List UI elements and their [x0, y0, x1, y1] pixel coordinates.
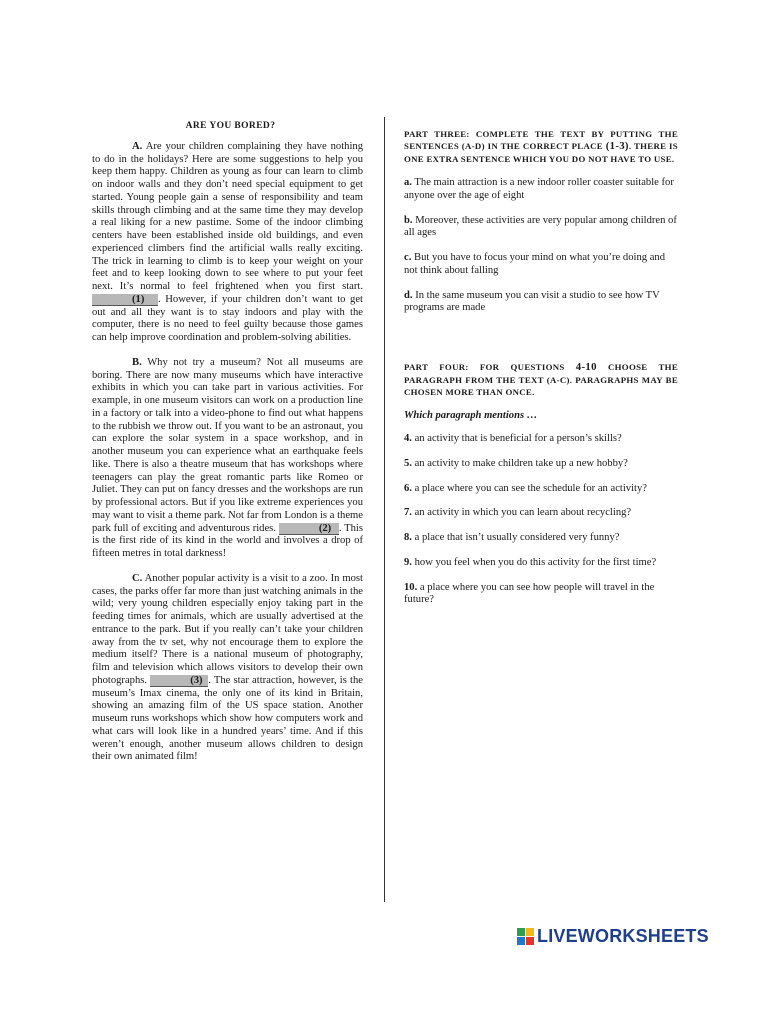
column-divider	[384, 117, 385, 902]
exercise-column	[404, 128, 678, 619]
question-8-number: 8.	[404, 532, 412, 544]
question-6-number: 6.	[404, 482, 412, 494]
logo-text: LIVEWORKSHEETS	[537, 925, 709, 946]
part-three-instruction-end: . THERE IS ONE EXTRA SENTENCE WHICH YOU DO NOT HAVE TO USE.	[404, 141, 678, 164]
part-three-range: (1-3)	[605, 140, 629, 153]
question-4-text: an activity that is beneficial for a person’s skills?	[414, 433, 622, 445]
question-7	[404, 507, 678, 520]
gap-3-input[interactable]: (3)	[150, 675, 208, 687]
part-four-label: PART FOUR:	[404, 362, 480, 373]
question-4-number: 4.	[404, 433, 412, 445]
question-9	[404, 557, 678, 570]
logo-square-blue	[517, 937, 525, 945]
question-8	[404, 532, 678, 545]
part-three-instruction-start: COMPLETE THE TEXT BY PUTTING THE SENTENCES (A-D) IN THE CORRECT PLACE	[404, 129, 678, 152]
logo-square-red	[526, 937, 534, 945]
option-c	[404, 252, 678, 278]
question-10-number: 10.	[404, 581, 418, 593]
paragraph-c	[92, 573, 363, 764]
paragraph-a-letter: A.	[132, 140, 143, 152]
question-5-text: an activity to make children take up a new hobby?	[414, 457, 628, 469]
reading-text-column	[92, 120, 363, 776]
paragraph-a-text-before: Are your children complaining they have nothing to do in the holidays? Here are some suggestions to help you keep them happy. Children as young as four can learn to climb on indoor walls and they don’t need special equipment to get started. Young people gain a sense of responsibility and team skills through climbing and at the same time they may develop a real liking for a new pastime. Some of the indoor climbing centers have been established inside old buildings, and even experienced climbers find the artificial walls really exciting. The trick in learning to climb is to keep your weight on your feet and to keep looking down to see where to put your feet next. It’s normal to feel frightened when you first start.	[92, 140, 363, 292]
question-7-number: 7.	[404, 507, 412, 519]
part-four-instruction-start: FOR QUESTIONS	[479, 362, 576, 373]
question-9-number: 9.	[404, 556, 412, 568]
logo-square-green	[517, 928, 525, 936]
option-b	[404, 215, 678, 241]
option-c-text: But you have to focus your mind on what you’re doing and not think about falling	[404, 252, 665, 276]
logo-grid-icon	[517, 928, 534, 945]
question-7-text: an activity in which you can learn about recycling?	[414, 507, 632, 519]
gap-2-input[interactable]: (2)	[279, 523, 339, 535]
question-4	[404, 433, 678, 446]
option-d-letter: d.	[404, 289, 413, 301]
paragraph-b-letter: B.	[132, 356, 142, 368]
part-four-instruction-end: CHOOSE THE PARAGRAPH FROM THE TEXT (A-C). PARAGRAPHS MAY BE CHOSEN MORE THAN ONCE.	[404, 362, 678, 398]
question-6-text: a place where you can see the schedule for an activity?	[414, 482, 647, 494]
option-a-letter: a.	[404, 177, 412, 189]
paragraph-c-text-before: Another popular activity is a visit to a zoo. In most cases, the parks offer far more than just watching animals in the wild; very young children especially enjoy taking part in the feeding times for animals, which are usually advertised at the entrance to the park. But if you really can’t take your children away from the tv set, why not encourage them to explore the medium itself? There is a national museum of photography, film and television which allows visitors to develop their own photographs.	[92, 572, 363, 686]
paragraph-b-text-before: Why not try a museum? Not all museums are boring. There are now many museums which have interactive exhibits in which you can take part in various activities. For example, in one museum visitors can work on a production line in a factory or talk into a video-phone to find out what happens to the rubbish we throw out. If you want to be an astronaut, you can explore the solar system in a space workshop, and in another museum you can experience what an earthquake feels like. There is also a theatre museum that has workshops where teenagers can play the great romantic parts like Romeo or Juliet. They can put on fancy dresses and the workshops are run by professional actors. But if you like extreme experiences you may want to visit a theme park. Not far from London is a theme park full of exciting and adventurous rides.	[92, 356, 363, 534]
option-b-letter: b.	[404, 214, 413, 226]
part-four-prompt: Which paragraph mentions …	[404, 410, 538, 422]
question-5	[404, 458, 678, 471]
question-6	[404, 483, 678, 496]
gap-1-input[interactable]: (1)	[92, 294, 158, 306]
option-a-text: The main attraction is a new indoor roller coaster suitable for anyone over the age of eight	[404, 177, 674, 201]
option-d-text: In the same museum you can visit a studio to see how TV programs are made	[404, 289, 660, 314]
paragraph-b-text-after: . This is the first ride of its kind in the world and involves a drop of fifteen metres in total darkness!	[92, 522, 363, 559]
part-three-label: PART THREE:	[404, 129, 476, 139]
paragraph-a	[92, 141, 363, 345]
question-10	[404, 582, 678, 608]
part-four-instructions	[404, 361, 678, 398]
part-three-instructions	[404, 128, 678, 165]
question-10-text: a place where you can see how people will travel in the future?	[404, 581, 655, 606]
part-four-range: 4-10	[575, 361, 597, 374]
option-a	[404, 177, 678, 203]
question-8-text: a place that isn’t usually considered very funny?	[414, 532, 620, 544]
option-b-text: Moreover, these activities are very popular among children of all ages	[404, 214, 677, 239]
paragraph-c-letter: C.	[132, 572, 143, 584]
page-title: ARE YOU BORED?	[185, 121, 276, 131]
paragraph-b	[92, 357, 363, 561]
option-c-letter: c.	[404, 252, 412, 264]
option-d	[404, 290, 678, 316]
paragraph-a-text-after: . However, if your children don’t want to get out and all they want is to stay indoors and play with the computer, there is no need to feel guilty because those games can help improve coordination and problem-solving abilities.	[92, 293, 363, 343]
logo-square-yellow	[526, 928, 534, 936]
question-9-text: how you feel when you do this activity for the first time?	[414, 556, 657, 568]
liveworksheets-logo	[517, 926, 709, 946]
question-5-number: 5.	[404, 457, 412, 469]
paragraph-c-text-after: . The star attraction, however, is the museum’s Imax cinema, the only one of its kind in Britain, showing an amazing film of the US space station. Another museum runs workshops which show how computers work and what cars will look like in a hundred years’ time. And if this weren’t enough, another museum allows children to design their own animated film!	[92, 674, 363, 763]
